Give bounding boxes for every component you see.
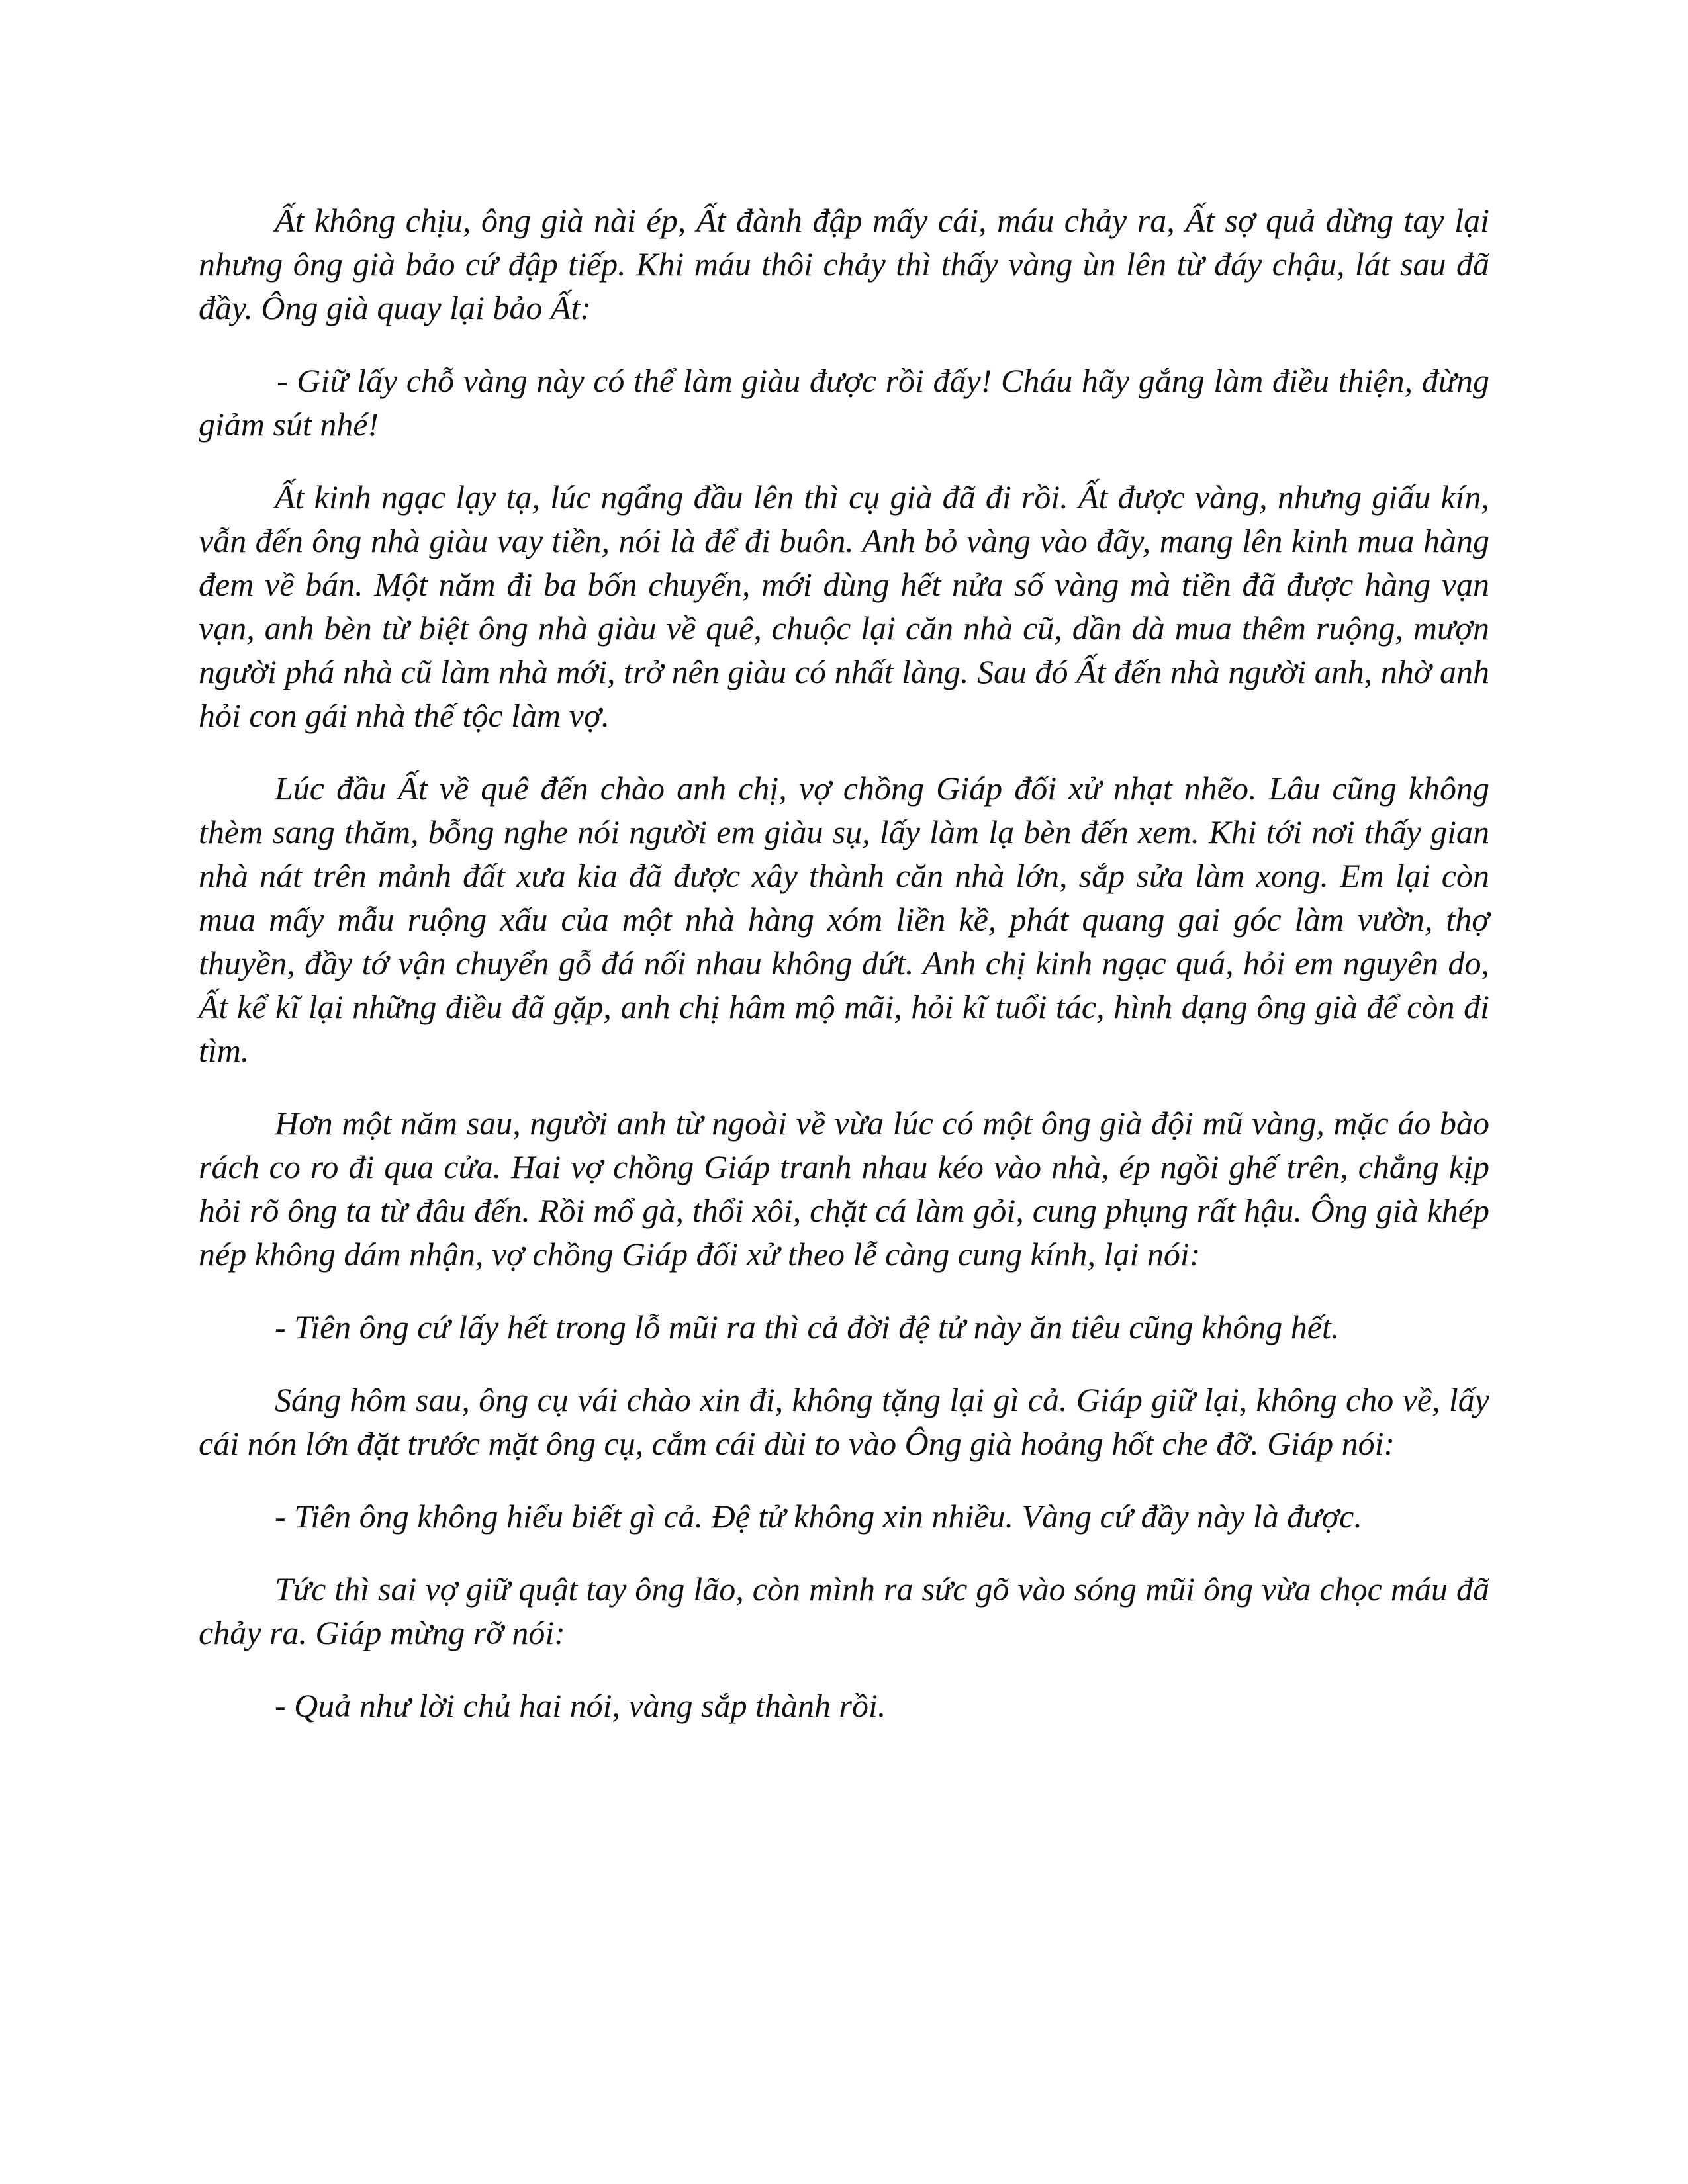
paragraph-3: Lúc đầu Ất về quê đến chào anh chị, vợ chồng Giáp đối xử nhạt nhẽo. Lâu cũng không thèm sang thăm, bỗng nghe nói người em giàu sụ, lấy làm lạ bèn đến xem. Khi tới nơi thấy gian nhà nát trên mảnh đất xưa kia đã được xây thành căn nhà lớn, sắp sửa làm xong. Em lại còn mua mấy mẫu ruộng xấu của một nhà hàng xóm liền kề, phát quang gai góc làm vườn, thợ thuyền, đầy tớ vận chuyển gỗ đá nối nhau không dứt. Anh chị kinh ngạc quá, hỏi em nguyên do, Ất kể kĩ lại những điều đã gặp, anh chị hâm mộ mãi, hỏi kĩ tuổi tác, hình dạng ông già để còn đi tìm. [199,770,1489,1069]
document-page [199,199,1489,1985]
paragraph-1: Ất không chịu, ông già nài ép, Ất đành đập mấy cái, máu chảy ra, Ất sợ quả dừng tay lại nhưng ông già bảo cứ đập tiếp. Khi máu thôi chảy thì thấy vàng ùn lên từ đáy chậu, lát sau đã đầy. Ông già quay lại bảo Ất: [199,202,1489,326]
dialogue-3: - Tiên ông không hiểu biết gì cả. Đệ tử không xin nhiều. Vàng cứ đầy này là được. [275,1498,1362,1535]
paragraph-4: Hơn một năm sau, người anh từ ngoài về vừa lúc có một ông già đội mũ vàng, mặc áo bào rách co ro đi qua cửa. Hai vợ chồng Giáp tranh nhau kéo vào nhà, ép ngồi ghế trên, chẳng kịp hỏi rõ ông ta từ đâu đến. Rồi mổ gà, thổi xôi, chặt cá làm gỏi, cung phụng rất hậu. Ông già khép nép không dám nhận, vợ chồng Giáp đối xử theo lễ càng cung kính, lại nói: [199,1105,1489,1273]
dialogue-4: - Quả như lời chủ hai nói, vàng sắp thành rồi. [275,1687,886,1724]
dialogue-1: - Giữ lấy chỗ vàng này có thể làm giàu được rồi đấy! Cháu hãy gắng làm điều thiện, đừng giảm sút nhé! [199,362,1489,443]
paragraph-6: Tức thì sai vợ giữ quật tay ông lão, còn mình ra sức gõ vào sóng mũi ông vừa chọc máu đã chảy ra. Giáp mừng rỡ nói: [199,1570,1489,1651]
dialogue-2: - Tiên ông cứ lấy hết trong lỗ mũi ra thì cả đời đệ tử này ăn tiêu cũng không hết. [275,1308,1340,1345]
paragraph-2: Ất kinh ngạc lạy tạ, lúc ngẩng đầu lên thì cụ già đã đi rồi. Ất được vàng, nhưng giấu kín, vẫn đến ông nhà giàu vay tiền, nói là để đi buôn. Anh bỏ vàng vào đãy, mang lên kinh mua hàng đem về bán. Một năm đi ba bốn chuyến, mới dùng hết nửa số vàng mà tiền đã được hàng vạn vạn, anh bèn từ biệt ông nhà giàu về quê, chuộc lại căn nhà cũ, dần dà mua thêm ruộng, mượn người phá nhà cũ làm nhà mới, trở nên giàu có nhất làng. Sau đó Ất đến nhà người anh, nhờ anh hỏi con gái nhà thế tộc làm vợ. [199,478,1489,734]
paragraph-5: Sáng hôm sau, ông cụ vái chào xin đi, không tặng lại gì cả. Giáp giữ lại, không cho về, lấy cái nón lớn đặt trước mặt ông cụ, cắm cái dùi to vào Ông già hoảng hốt che đỡ. Giáp nói: [199,1381,1489,1462]
